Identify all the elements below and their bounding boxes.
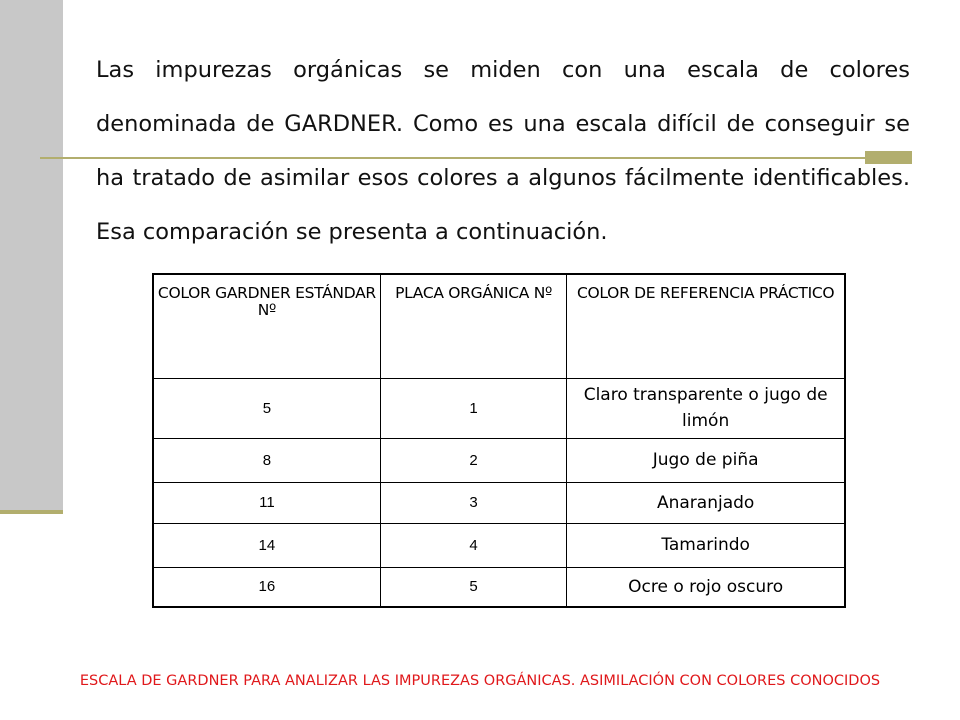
slide-caption: ESCALA DE GARDNER PARA ANALIZAR LAS IMPUREZAS ORGÁNICAS. ASIMILACIÓN CON COLORES CONOCIDOS: [79, 673, 881, 689]
left-decorative-bar: [0, 0, 63, 513]
gardner-cell: 14: [153, 523, 380, 567]
table-row: [153, 438, 845, 482]
referencia-cell: Claro transparente o jugo de limón: [567, 378, 845, 438]
left-bar-accent-line: [0, 510, 63, 514]
intro-paragraph: Las impurezas orgánicas se miden con una escala de colores denominada de GARDNER. Como es una escala difícil de conseguir se ha tratado de asimilar esos colores a algunos fácilmente identificables. Esa comparación se presenta a continuación.: [96, 57, 910, 245]
gardner-cell: 8: [153, 438, 380, 482]
gardner-cell: 11: [153, 482, 380, 523]
referencia-cell: Tamarindo: [567, 523, 845, 567]
placa-cell: 2: [380, 438, 566, 482]
table-row: [153, 482, 845, 523]
placa-cell: 4: [380, 523, 566, 567]
table-header-row: [153, 274, 845, 378]
gardner-cell: 16: [153, 567, 380, 607]
placa-cell: 3: [380, 482, 566, 523]
table-row: [153, 567, 845, 607]
gardner-cell: 5: [153, 378, 380, 438]
referencia-cell: Anaranjado: [567, 482, 845, 523]
placa-cell: 1: [380, 378, 566, 438]
table-row: [153, 378, 845, 438]
referencia-cell: Jugo de piña: [567, 438, 845, 482]
table-row: [153, 523, 845, 567]
header-placa-organica: PLACA ORGÁNICA Nº: [380, 274, 566, 378]
placa-cell: 5: [380, 567, 566, 607]
referencia-cell: Ocre o rojo oscuro: [567, 567, 845, 607]
header-color-gardner: COLOR GARDNER ESTÁNDAR Nº: [153, 274, 380, 378]
header-color-referencia: COLOR DE REFERENCIA PRÁCTICO: [567, 274, 845, 378]
gardner-comparison-table: [152, 273, 846, 608]
